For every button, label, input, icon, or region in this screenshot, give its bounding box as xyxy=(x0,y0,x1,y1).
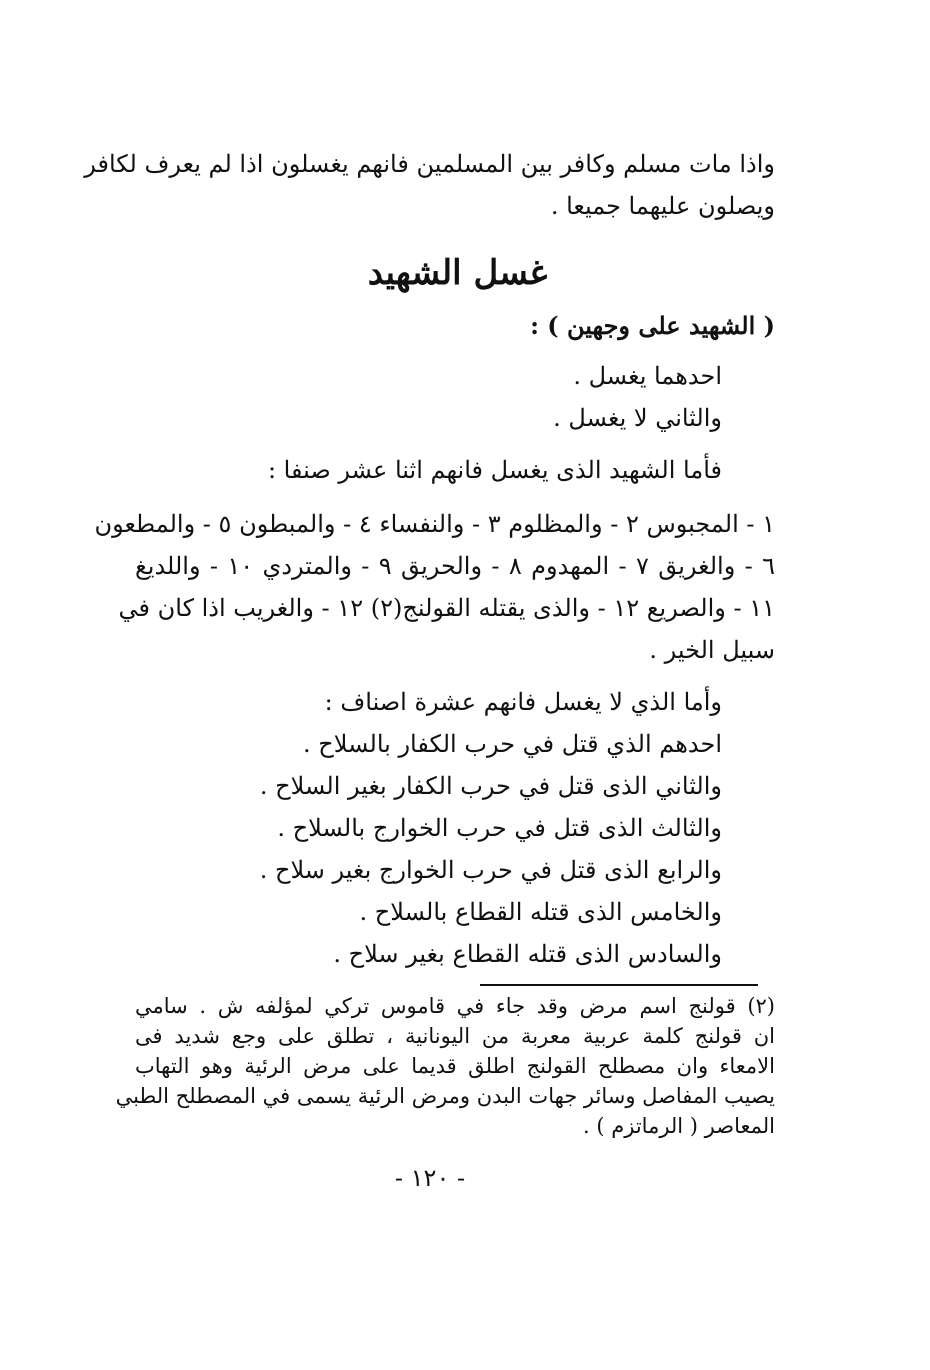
unwashed-item-2: والثاني الذى قتل في حرب الكفار بغير السلاح . xyxy=(259,772,722,800)
washed-line-2: ٦ - والغريق ٧ - المهدوم ٨ - والحريق ٩ - والمتردي ١٠ - واللديغ xyxy=(135,552,776,580)
unwashed-item-5: والخامس الذى قتله القطاع بالسلاح . xyxy=(359,898,722,926)
footnote-line-5: المعاصر ( الرماتزم ) . xyxy=(583,1114,775,1138)
unwashed-item-1: احدهم الذي قتل في حرب الكفار بالسلاح . xyxy=(303,730,722,758)
footnote-line-1: (٢) قولنج اسم مرض وقد جاء في قاموس تركي لمؤلفه ش . سامي xyxy=(135,994,775,1018)
unwashed-item-6: والسادس الذى قتله القطاع بغير سلاح . xyxy=(333,940,722,968)
footnote-line-4: يصيب المفاصل وسائر جهات البدن ومرض الرئية يسمى في المصطلح الطبي xyxy=(115,1084,775,1108)
intro-line-2: ويصلون عليهما جميعا . xyxy=(550,192,775,220)
washed-intro: فأما الشهيد الذى يغسل فانهم اثنا عشر صنفا : xyxy=(267,456,722,484)
kind-item-1: احدهما يغسل . xyxy=(573,362,722,390)
footnote-line-3: الامعاء وان مصطلح القولنج اطلق قديما على مرض الرئية وهو التهاب xyxy=(135,1054,775,1078)
washed-line-1: ١ - المجبوس ٢ - والمظلوم ٣ - والنفساء ٤ - والمبطون ٥ - والمطعون xyxy=(94,510,775,538)
kind-item-2: والثاني لا يغسل . xyxy=(553,404,722,432)
washed-line-4: سبيل الخير . xyxy=(649,636,775,664)
section-heading: غسل الشهيد xyxy=(367,253,548,293)
page-number: - ١٢٠ - xyxy=(394,1164,466,1192)
unwashed-intro: وأما الذي لا يغسل فانهم عشرة اصناف : xyxy=(324,688,722,716)
unwashed-item-3: والثالث الذى قتل في حرب الخوارج بالسلاح . xyxy=(277,814,722,842)
footnote-line-2: ان قولنج كلمة عربية معربة من اليونانية ، تطلق على وجع شديد فى xyxy=(135,1024,775,1048)
subheading: ( الشهيد على وجهين ) : xyxy=(530,311,775,340)
intro-line-1: واذا مات مسلم وكافر بين المسلمين فانهم يغسلون اذا لم يعرف لكافر xyxy=(84,150,775,178)
unwashed-item-4: والرابع الذى قتل في حرب الخوارج بغير سلاح . xyxy=(259,856,722,884)
footnote-rule xyxy=(480,984,758,986)
washed-line-3: ١١ - والصريع ١٢ - والذى يقتله القولنج(٢) ١٢ - والغريب اذا كان في xyxy=(118,594,775,622)
